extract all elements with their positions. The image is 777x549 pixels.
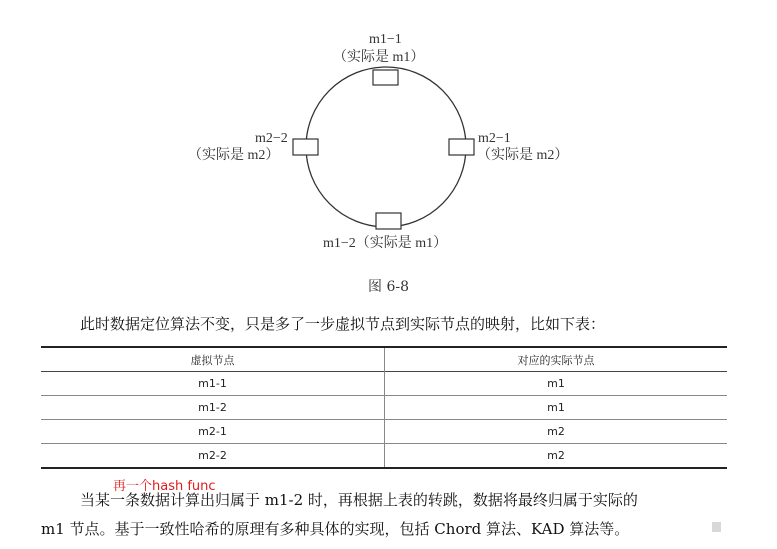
- table-cell: m1-2: [41, 396, 385, 420]
- node-box-bottom: [376, 213, 401, 229]
- table-row: [41, 372, 727, 396]
- node-right-name: m2−1: [478, 131, 511, 146]
- table-header-row: [41, 347, 727, 372]
- table-header-actual-node: 对应的实际节点: [517, 353, 595, 367]
- paragraph-line-1: 当某一条数据计算出归属于 m1-2 时，再根据上表的转跳，数据将最终归属于实际的: [80, 491, 638, 509]
- table-cell: m1-1: [41, 372, 385, 396]
- table-row: [41, 420, 727, 444]
- virtual-node-mapping-table: [41, 346, 727, 469]
- table-header-virtual-node: 虚拟节点: [41, 347, 385, 372]
- table-row: [41, 396, 727, 420]
- node-top-actual: （实际是 m1）: [333, 50, 425, 65]
- intro-text: 此时数据定位算法不变，只是多了一步虚拟节点到实际节点的映射，比如下表：: [80, 315, 606, 333]
- node-right-actual: （实际是 m2）: [477, 148, 569, 163]
- node-top-name: m1−1: [369, 32, 402, 47]
- table-cell: m2-2: [41, 444, 385, 469]
- table-cell: m1: [547, 377, 565, 390]
- node-left-actual: （实际是 m2）: [188, 148, 280, 163]
- scan-artifact-mark: [712, 522, 721, 532]
- table-cell: m2: [547, 449, 565, 462]
- node-left-name: m2−2: [255, 131, 288, 146]
- table-cell: m2: [547, 425, 565, 438]
- table-cell: m2-1: [41, 420, 385, 444]
- hash-ring: [306, 67, 466, 227]
- node-box-right: [449, 139, 474, 155]
- paragraph-line-2: m1 节点。基于一致性哈希的原理有多种具体的实现，包括 Chord 算法、KAD 算法等。: [41, 520, 630, 538]
- table-row: [41, 444, 727, 469]
- node-bottom-label: m1−2（实际是 m1）: [323, 236, 448, 251]
- node-box-left: [293, 139, 318, 155]
- figure-caption: 图 6-8: [368, 279, 409, 295]
- red-annotation: 再一个hash func: [113, 479, 216, 494]
- table-cell: m1: [547, 401, 565, 414]
- node-box-top: [373, 70, 398, 85]
